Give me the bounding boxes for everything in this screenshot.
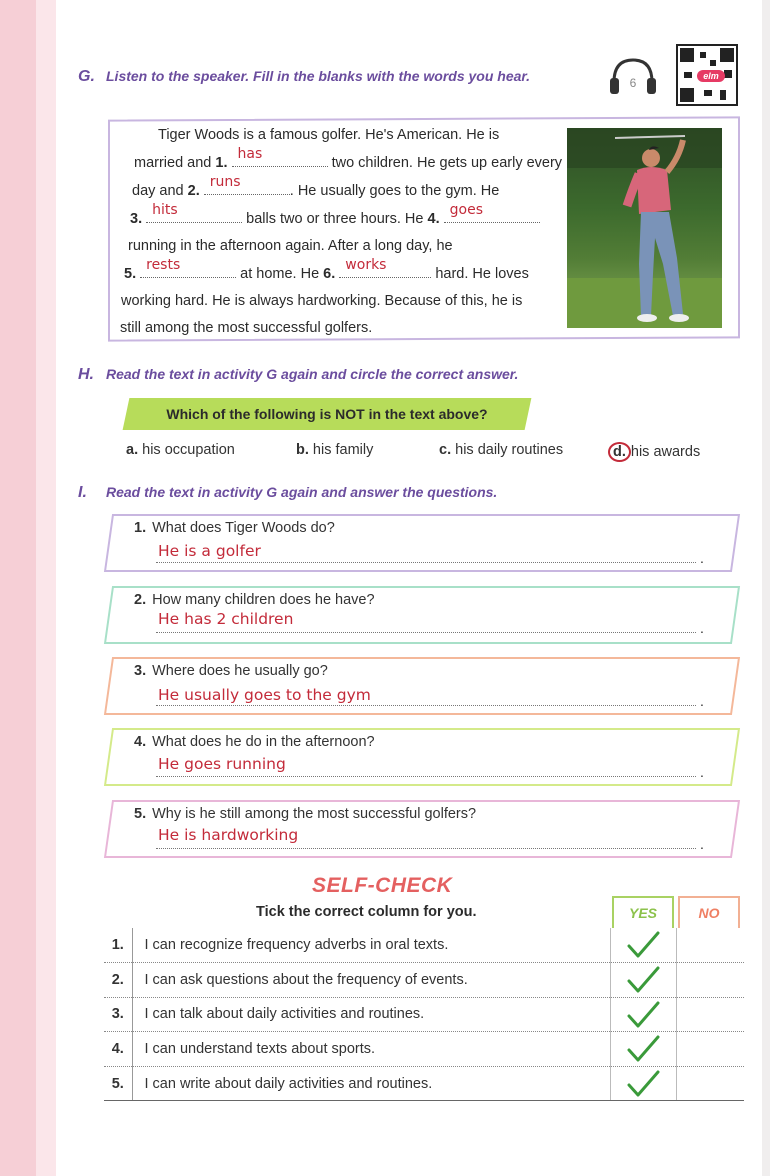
self-check-title: SELF-CHECK bbox=[312, 874, 453, 897]
handwritten-answer[interactable]: He goes running bbox=[158, 755, 286, 773]
question-prompt: How many children does he have? bbox=[152, 592, 375, 608]
self-check-table bbox=[104, 928, 744, 1101]
yes-cell[interactable] bbox=[610, 928, 676, 963]
end-mark: . bbox=[700, 620, 704, 636]
passage-text-fragment: hard. He loves bbox=[435, 266, 529, 282]
passage-text-fragment: two children. He gets up early every bbox=[331, 155, 563, 171]
row-number: 4. bbox=[104, 1032, 132, 1067]
option-text: his family bbox=[312, 442, 374, 458]
question-prompt: Where does he usually go? bbox=[152, 663, 328, 679]
blank-field[interactable] bbox=[339, 257, 431, 278]
passage-text-fragment: . He usually goes to the gym. He bbox=[289, 183, 500, 199]
passage-text-fragment: balls two or three hours. He bbox=[246, 211, 428, 227]
qr-finder bbox=[720, 48, 734, 62]
passage-text bbox=[118, 122, 568, 342]
checkmark-icon bbox=[625, 1034, 661, 1064]
golfer-illustration bbox=[567, 128, 722, 328]
no-cell[interactable] bbox=[676, 1032, 744, 1067]
row-number: 5. bbox=[104, 1066, 132, 1101]
question-prompt: What does Tiger Woods do? bbox=[152, 520, 335, 536]
no-cell[interactable] bbox=[676, 928, 744, 963]
blank-field[interactable] bbox=[146, 202, 242, 223]
option-text: his awards bbox=[630, 444, 701, 460]
passage-line: still among the most successful golfers. bbox=[120, 320, 373, 336]
passage-line: working hard. He is always hardworking. Because of this, he is bbox=[121, 293, 523, 309]
passage-text-fragment: at home. He bbox=[240, 266, 324, 282]
section-i-letter: I. bbox=[78, 484, 87, 501]
no-cell[interactable] bbox=[676, 963, 744, 998]
section-g-heading bbox=[78, 68, 530, 86]
qr-module bbox=[700, 52, 706, 58]
question-text bbox=[134, 592, 375, 608]
passage-line bbox=[118, 146, 568, 177]
qr-module bbox=[720, 90, 726, 100]
passage-text-fragment: married and bbox=[134, 155, 216, 171]
question-text bbox=[134, 663, 328, 679]
checkmark-icon bbox=[625, 1069, 661, 1099]
table-row bbox=[104, 963, 744, 998]
handwritten-answer: works bbox=[345, 257, 387, 273]
handwritten-answer: goes bbox=[449, 202, 483, 218]
blank-field[interactable] bbox=[140, 257, 236, 278]
yes-column-header: YES bbox=[612, 896, 674, 928]
handwritten-answer[interactable]: He usually goes to the gym bbox=[158, 686, 371, 704]
passage-line bbox=[118, 257, 568, 288]
handwritten-answer: has bbox=[237, 146, 263, 162]
blank-number: 2. bbox=[187, 183, 200, 199]
section-h-instruction: Read the text in activity G again and circle the correct answer. bbox=[106, 366, 519, 382]
handwritten-answer: hits bbox=[152, 202, 178, 218]
row-statement: I can talk about daily activities and routines. bbox=[132, 997, 610, 1032]
table-row bbox=[104, 997, 744, 1032]
question-number: 3. bbox=[134, 663, 147, 679]
no-cell[interactable] bbox=[676, 1066, 744, 1101]
checkmark-icon bbox=[625, 1000, 661, 1030]
end-mark: . bbox=[700, 550, 704, 566]
row-number: 1. bbox=[104, 928, 132, 963]
option-text: his daily routines bbox=[455, 442, 564, 458]
blank-number: 1. bbox=[215, 155, 228, 171]
qr-module bbox=[710, 60, 716, 66]
no-column-header: NO bbox=[678, 896, 740, 928]
row-statement: I can write about daily activities and routines. bbox=[132, 1066, 610, 1101]
handwritten-answer[interactable]: He has 2 children bbox=[158, 610, 294, 628]
blank-number: 6. bbox=[323, 266, 336, 282]
qr-finder bbox=[680, 88, 694, 102]
row-statement: I can ask questions about the frequency of events. bbox=[132, 963, 610, 998]
table-row bbox=[104, 928, 744, 963]
no-cell[interactable] bbox=[676, 997, 744, 1032]
option-c[interactable] bbox=[439, 442, 563, 458]
question-number: 5. bbox=[134, 806, 147, 822]
passage-text-fragment: day and bbox=[132, 183, 188, 199]
yes-cell[interactable] bbox=[610, 1066, 676, 1101]
page-edge-strip-inner bbox=[36, 0, 56, 1176]
row-statement: I can understand texts about sports. bbox=[132, 1032, 610, 1067]
answer-line bbox=[156, 632, 696, 633]
blank-number: 3. bbox=[130, 211, 143, 227]
answer-line bbox=[156, 705, 696, 706]
option-letter-circled: d. bbox=[608, 442, 631, 462]
handwritten-answer[interactable]: He is hardworking bbox=[158, 826, 299, 844]
qr-module bbox=[704, 90, 712, 96]
option-letter: c. bbox=[439, 442, 452, 458]
table-row bbox=[104, 1032, 744, 1067]
option-b[interactable] bbox=[296, 442, 373, 458]
option-text: his occupation bbox=[142, 442, 235, 458]
answer-line bbox=[156, 776, 696, 777]
row-number: 2. bbox=[104, 963, 132, 998]
passage-line: running in the afternoon again. After a long day, he bbox=[128, 238, 453, 254]
handwritten-answer: rests bbox=[146, 257, 181, 273]
page-right-shade bbox=[762, 0, 770, 1176]
table-row bbox=[104, 1066, 744, 1101]
checkmark-icon bbox=[625, 965, 661, 995]
yes-cell[interactable] bbox=[610, 997, 676, 1032]
question-banner: Which of the following is NOT in the text above? bbox=[166, 406, 488, 422]
question-number: 4. bbox=[134, 734, 147, 750]
option-letter: b. bbox=[296, 442, 309, 458]
blank-number: 5. bbox=[124, 266, 137, 282]
row-number: 3. bbox=[104, 997, 132, 1032]
row-statement: I can recognize frequency adverbs in oral texts. bbox=[132, 928, 610, 963]
qr-badge: elm bbox=[697, 70, 725, 82]
answer-line bbox=[156, 848, 696, 849]
section-g-letter: G. bbox=[78, 68, 95, 85]
question-text bbox=[134, 734, 375, 750]
yes-cell[interactable] bbox=[610, 1032, 676, 1067]
qr-code[interactable] bbox=[676, 44, 738, 106]
question-number: 2. bbox=[134, 592, 147, 608]
section-i-instruction: Read the text in activity G again and answer the questions. bbox=[106, 484, 498, 500]
passage-line bbox=[118, 174, 568, 205]
qr-module bbox=[724, 70, 732, 78]
option-a[interactable] bbox=[126, 442, 235, 458]
blank-field[interactable] bbox=[232, 146, 328, 167]
passage-line bbox=[118, 202, 568, 233]
section-i-heading bbox=[78, 484, 497, 502]
end-mark: . bbox=[700, 693, 704, 709]
qr-module bbox=[684, 72, 692, 78]
question-text bbox=[134, 806, 476, 822]
section-h-letter: H. bbox=[78, 366, 94, 383]
self-check-subtitle: Tick the correct column for you. bbox=[256, 904, 477, 920]
track-number: 6 bbox=[629, 76, 637, 90]
end-mark: . bbox=[700, 764, 704, 780]
option-letter: a. bbox=[126, 442, 139, 458]
question-text bbox=[134, 520, 335, 536]
checkmark-icon bbox=[625, 930, 661, 960]
question-number: 1. bbox=[134, 520, 147, 536]
golfer-photo bbox=[567, 128, 722, 328]
blank-field[interactable] bbox=[444, 202, 540, 223]
end-mark: . bbox=[700, 836, 704, 852]
answer-line bbox=[156, 562, 696, 563]
blank-field[interactable] bbox=[204, 174, 290, 195]
qr-finder bbox=[680, 48, 694, 62]
section-h-heading bbox=[78, 366, 518, 384]
section-g-instruction: Listen to the speaker. Fill in the blanks with the words you hear. bbox=[106, 68, 530, 84]
handwritten-answer: runs bbox=[209, 174, 241, 190]
question-prompt: What does he do in the afternoon? bbox=[152, 734, 375, 750]
blank-number: 4. bbox=[427, 211, 440, 227]
yes-cell[interactable] bbox=[610, 963, 676, 998]
question-prompt: Why is he still among the most successful golfers? bbox=[152, 806, 477, 822]
passage-line: Tiger Woods is a famous golfer. He's American. He is bbox=[158, 127, 500, 143]
headphones-icon[interactable] bbox=[608, 56, 658, 98]
option-d[interactable] bbox=[608, 442, 700, 462]
handwritten-answer[interactable]: He is a golfer bbox=[158, 542, 261, 560]
